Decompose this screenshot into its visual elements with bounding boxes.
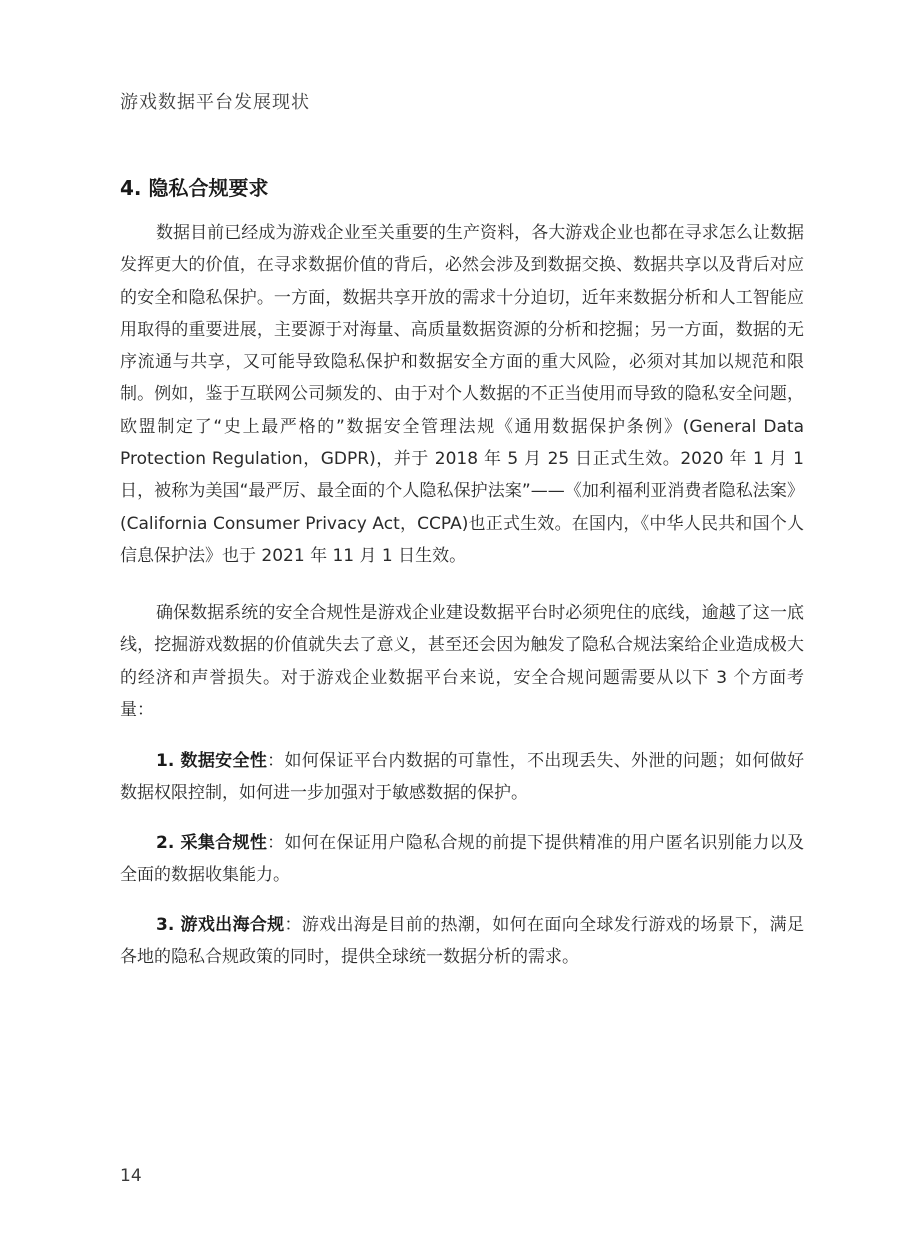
list-item-data-security <box>120 745 804 810</box>
list-item-overseas-compliance <box>120 909 804 974</box>
running-header: 游戏数据平台发展现状 <box>120 92 310 113</box>
list-item-label: 1. 数据安全性 <box>156 751 268 771</box>
list-item-label: 2. 采集合规性 <box>156 833 268 853</box>
list-item-collection-compliance <box>120 827 804 892</box>
list-item-text: ：游戏出海是目前的热潮，如何在面向全球发行游戏的场景下，满足各地的隐私合规政策的同时，提供全球统一数据分析的需求。 <box>120 915 804 968</box>
list-item-label: 3. 游戏出海合规 <box>156 915 285 935</box>
page-number: 14 <box>120 1166 142 1186</box>
paragraph-privacy-background: 数据目前已经成为游戏企业至关重要的生产资料，各大游戏企业也都在寻求怎么让数据发挥更大的价值，在寻求数据价值的背后，必然会涉及到数据交换、数据共享以及背后对应的安全和隐私保护。一方面，数据共享开放的需求十分迫切，近年来数据分析和人工智能应用取得的重要进展，主要源于对海量、高质量数据资源的分析和挖掘；另一方面，数据的无序流通与共享，又可能导致隐私保护和数据安全方面的重大风险，必须对其加以规范和限制。例如，鉴于互联网公司频发的、由于对个人数据的不正当使用而导致的隐私安全问题，欧盟制定了“史上最严格的”数据安全管理法规《通用数据保护条例》(General Data Protection Regulation，GDPR)，并于 2018 年 5 月 25 日正式生效。2020 年 1 月 1 日，被称为美国“最严厉、最全面的个人隐私保护法案”——《加利福利亚消费者隐私法案》(California Consumer Privacy Act，CCPA)也正式生效。在国内，《中华人民共和国个人信息保护法》也于 2021 年 11 月 1 日生效。 <box>120 223 804 566</box>
section-title: 4. 隐私合规要求 <box>120 176 269 200</box>
paragraph-compliance-intro: 确保数据系统的安全合规性是游戏企业建设数据平台时必须兜住的底线，逾越了这一底线，挖掘游戏数据的价值就失去了意义，甚至还会因为触发了隐私合规法案给企业造成极大的经济和声誉损失。对于游戏企业数据平台来说，安全合规问题需要从以下 3 个方面考量： <box>120 603 804 720</box>
list-item-text: ：如何在保证用户隐私合规的前提下提供精准的用户匿名识别能力以及全面的数据收集能力。 <box>120 833 804 886</box>
list-item-text: ：如何保证平台内数据的可靠性，不出现丢失、外泄的问题；如何做好数据权限控制，如何进一步加强对于敏感数据的保护。 <box>120 751 804 804</box>
